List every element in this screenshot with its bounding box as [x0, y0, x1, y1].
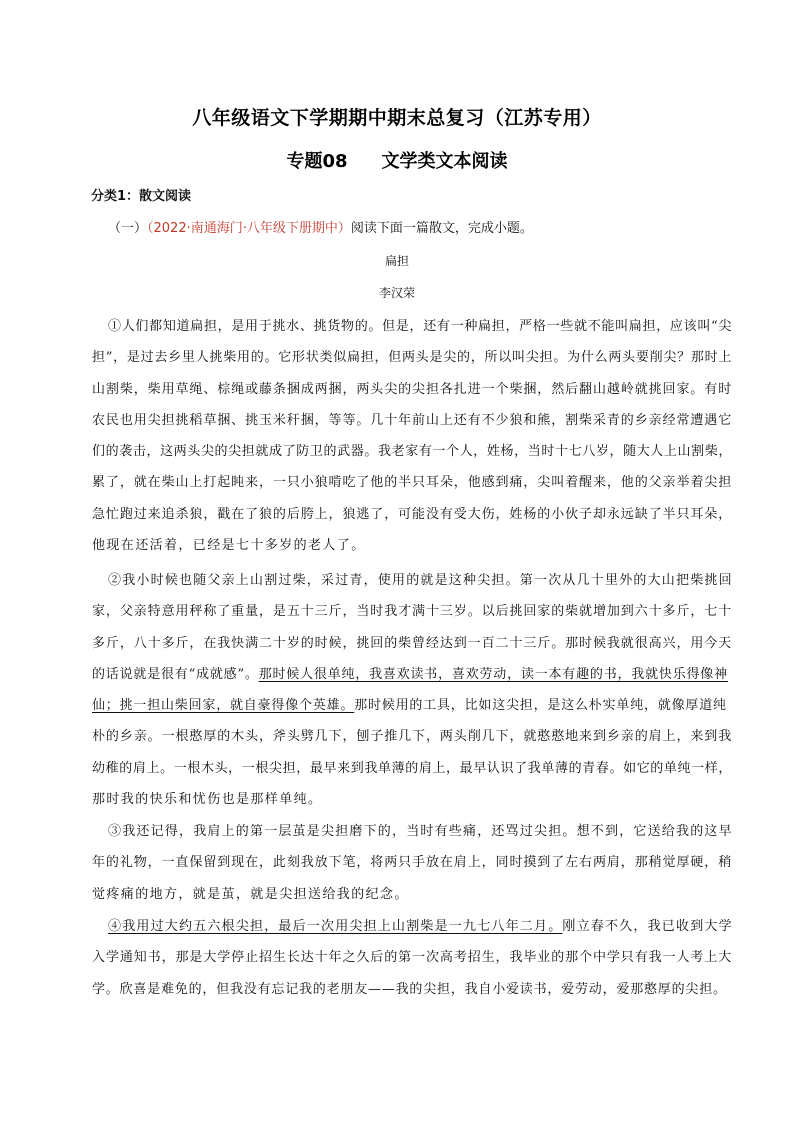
- text-line: 觉疼痛的地方，就是茧，就是尖担送给我的纪念。: [92, 886, 409, 902]
- topic-title: [0, 147, 794, 173]
- text-segment: 那时候用的工具，比如这尖担，是这么朴实单纯，就像厚道纯: [354, 698, 727, 714]
- page-title: 八年级语文下学期期中期末总复习（江苏专用）: [192, 107, 602, 129]
- text-line: 那时我的快乐和忧伤也是那样单纯。: [92, 792, 323, 808]
- text-line: 入学通知书，那是大学停止招生长达十年之久后的第一次高考招生，我毕业的那个中学只有我一人考上大: [92, 950, 732, 966]
- essay-paragraph-2: [92, 565, 732, 815]
- topic-number: 专题08: [286, 151, 348, 172]
- text-line: 担”，是过去乡里人挑柴用的。它形状类似扁担，但两头是尖的，所以叫尖担。为什么两头要削尖？那时上: [92, 350, 732, 366]
- text-line: 多斤，八十多斤，在我快满二十岁的时候，挑回的柴曾经达到一百二十三斤。那时候我就很高兴，用今天: [92, 635, 732, 651]
- text-line: 山割柴，柴用草绳、棕绳或藤条捆成两捆，两头尖的尖担各扎进一个柴捆，然后翻山越岭就挑回家。有时: [92, 381, 732, 397]
- topic-name: 文学类文本阅读: [381, 151, 508, 172]
- question-number: （一）: [108, 221, 148, 236]
- text-line: 农民也用尖担挑稻草捆、挑玉米秆捆，等等。几十年前山上还有不少狼和熊，割柴采青的乡亲经常遭遇它: [92, 412, 732, 428]
- text-line: [92, 911, 732, 942]
- category-heading: 分类1：散文阅读: [91, 189, 192, 204]
- essay-title: 扁担: [384, 254, 409, 268]
- underlined-sentence: ④我用过大约五六根尖担，最后一次用尖担上山割柴是一九七八年二月。: [108, 919, 563, 934]
- essay-paragraph-1: [92, 311, 732, 561]
- text-line: 朴的乡亲。一根憨厚的木头，斧头劈几下，刨子推几下，两头削几下，就憨憨地来到乡亲的肩上，来到我: [92, 729, 732, 745]
- question-source: （2022·南通海门·八年级下册期中）: [147, 221, 351, 236]
- text-line: ①人们都知道扁担，是用于挑水、挑货物的。但是，还有一种扁担，严格一些就不能叫扁担，应该叫“尖: [108, 319, 732, 334]
- essay-paragraph-3: [92, 816, 732, 910]
- text-line: 幼稚的肩上。一根木头，一根尖担，最早来到我单薄的肩上，最早认识了我单薄的青春。如它的单纯一样，: [92, 760, 732, 776]
- question-intro: [108, 217, 533, 236]
- text-segment: 刚立春不久，我已收到大学: [562, 919, 733, 934]
- essay-author: 李汉荣: [378, 286, 415, 300]
- text-line: 急忙跑过来追杀狼，戳在了狼的后胯上，狼逃了，可能没有受大伤，姓杨的小伙子却永远缺了半只耳朵，: [92, 506, 732, 522]
- text-line: 学。欣喜是难免的，但我没有忘记我的老朋友——我的尖担，我自小爱读书，爱劳动，爱那憨厚的尖担。: [92, 981, 727, 997]
- text-line: 家，父亲特意用秤称了重量，是五十三斤，当时我才满十三岁。以后挑回家的柴就增加到六十多斤，七十: [92, 604, 732, 620]
- text-line: [92, 659, 732, 690]
- essay-paragraph-4: [92, 911, 732, 1005]
- text-line: 累了，就在柴山上打起盹来，一只小狼啃吃了他的半只耳朵，他感到痛，尖叫着醒来，他的父亲举着尖担: [92, 475, 732, 491]
- text-line: 他现在还活着，已经是七十多岁的老人了。: [92, 538, 366, 554]
- question-instruction: 阅读下面一篇散文，完成小题。: [350, 221, 533, 236]
- text-line: 年的礼物，一直保留到现在，此刻我放下笔，将两只手放在肩上，同时摸到了左右两肩，那稍觉厚硬，稍: [92, 855, 732, 871]
- underlined-sentence: 那时候人很单纯，我喜欢读书，喜欢劳动，读一本有趣的书，我就快乐得像神: [258, 666, 728, 682]
- text-line: 们的袭击，这两头尖的尖担就成了防卫的武器。我老家有一个人，姓杨，当时十七八岁，随大人上山割柴，: [92, 444, 732, 460]
- underlined-sentence: 仙；挑一担山柴回家，就自豪得像个英雄。: [92, 698, 355, 714]
- text-line: ③我还记得，我肩上的第一层茧是尖担磨下的，当时有些痛，还骂过尖担。想不到，它送给我的这早: [108, 824, 733, 839]
- text-line: [92, 690, 732, 721]
- text-line: ②我小时候也随父亲上山割过柴，采过青，使用的就是这种尖担。第一次从几十里外的大山把柴挑回: [108, 573, 733, 588]
- text-segment: 的话说就是很有“成就感”。: [92, 666, 259, 682]
